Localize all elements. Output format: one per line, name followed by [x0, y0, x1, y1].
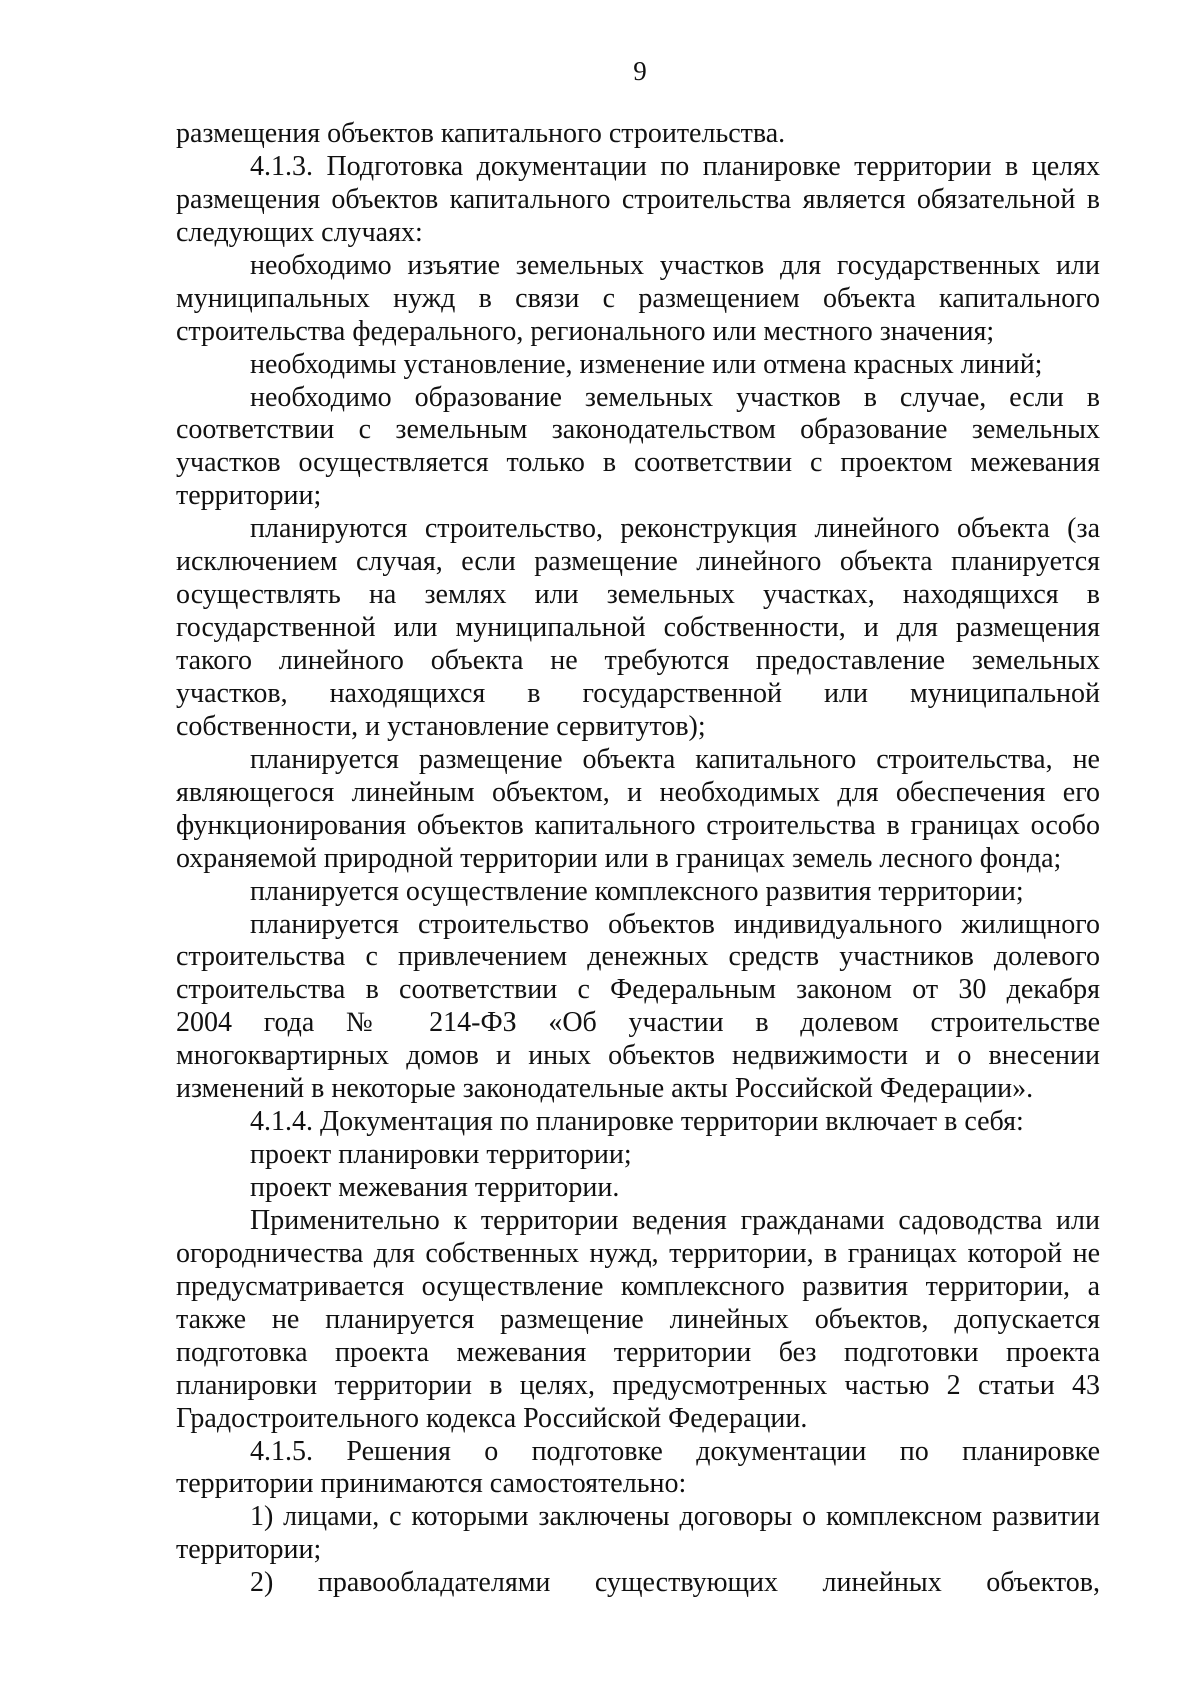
text-line: 4.1.5. Решения о подготовке документации по планировке	[250, 1435, 1100, 1467]
text-line: строительства с привлечением денежных средств участников долевого	[176, 941, 1100, 973]
text-line: планировки территории в целях, предусмотренных частью 2 статьи 43	[176, 1369, 1100, 1401]
text-line: размещения объектов капитального строительства является обязательной в	[176, 183, 1100, 215]
text-line: исключением случая, если размещение линейного объекта планируется	[176, 546, 1100, 578]
text-line: размещения объектов капитального строительства.	[176, 118, 786, 149]
text-line: необходимо изъятие земельных участков для государственных или	[250, 249, 1100, 281]
text-line: следующих случаях:	[176, 216, 423, 248]
text-line: участков, находящихся в государственной или муниципальной	[176, 677, 1100, 709]
text-line: проект межевания территории.	[250, 1172, 620, 1203]
text-line: 4.1.3. Подготовка документации по планировке территории в целях	[250, 150, 1100, 182]
text-line: территории;	[176, 480, 322, 512]
text-line: являющегося линейным объектом, и необходимых для обеспечения его	[176, 776, 1100, 808]
text-line: планируется размещение объекта капитального строительства, не	[250, 743, 1100, 775]
text-line: такого линейного объекта не требуются предоставление земельных	[176, 645, 1100, 676]
text-line: 4.1.4. Документация по планировке территории включает в себя:	[250, 1106, 1024, 1138]
text-line: необходимо образование земельных участков в случае, если в	[250, 381, 1100, 413]
text-line: также не планируется размещение линейных объектов, допускается	[176, 1303, 1100, 1335]
text-line: многоквартирных домов и иных объектов недвижимости и о внесении	[176, 1040, 1100, 1072]
text-line: 2) правообладателями существующих линейных объектов,	[250, 1567, 1100, 1599]
text-line: осуществлять на землях или земельных участках, находящихся в	[176, 579, 1100, 611]
text-line: планируются строительство, реконструкция линейного объекта (за	[250, 513, 1100, 545]
text-line: Градостроительного кодекса Российской Федерации.	[176, 1402, 808, 1434]
text-line: предусматривается осуществление комплексного развития территории, а	[176, 1270, 1100, 1302]
text-line: соответствии с земельным законодательством образование земельных	[176, 414, 1100, 446]
text-line: муниципальных нужд в связи с размещением объекта капитального	[176, 282, 1100, 314]
text-line: необходимы установление, изменение или отмена красных линий;	[250, 348, 1043, 380]
text-line: строительства в соответствии с Федеральным законом от 30 декабря	[176, 974, 1100, 1006]
text-line: функционирования объектов капитального строительства в границах особо	[176, 809, 1100, 841]
text-line: подготовка проекта межевания территории без подготовки проекта	[176, 1336, 1100, 1368]
page-number: 9	[633, 56, 647, 86]
text-line: строительства федерального, регионального или местного значения;	[176, 315, 995, 347]
text-line: 1) лицами, с которыми заключены договоры о комплексном развитии	[250, 1501, 1100, 1533]
text-line: 2004 года № 214-ФЗ «Об участии в долевом строительстве	[176, 1007, 1100, 1039]
text-line: Применительно к территории ведения гражданами садоводства или	[250, 1204, 1100, 1236]
text-line: изменений в некоторые законодательные акты Российской Федерации».	[176, 1073, 1034, 1105]
text-line: огородничества для собственных нужд, территории, в границах которой не	[176, 1237, 1100, 1269]
text-line: собственности, и установление сервитутов);	[176, 710, 706, 742]
text-line: охраняемой природной территории или в границах земель лесного фонда;	[176, 842, 1062, 874]
text-line: территории;	[176, 1534, 322, 1566]
text-line: участков осуществляется только в соответствии с проектом межевания	[176, 447, 1100, 479]
text-line: планируется осуществление комплексного развития территории;	[250, 875, 1024, 907]
text-line: территории принимаются самостоятельно:	[176, 1468, 687, 1500]
text-line: планируется строительство объектов индивидуального жилищного	[250, 908, 1100, 940]
text-line: проект планировки территории;	[250, 1139, 632, 1171]
text-line: государственной или муниципальной собственности, и для размещения	[176, 612, 1100, 644]
document-body	[176, 118, 1100, 1600]
